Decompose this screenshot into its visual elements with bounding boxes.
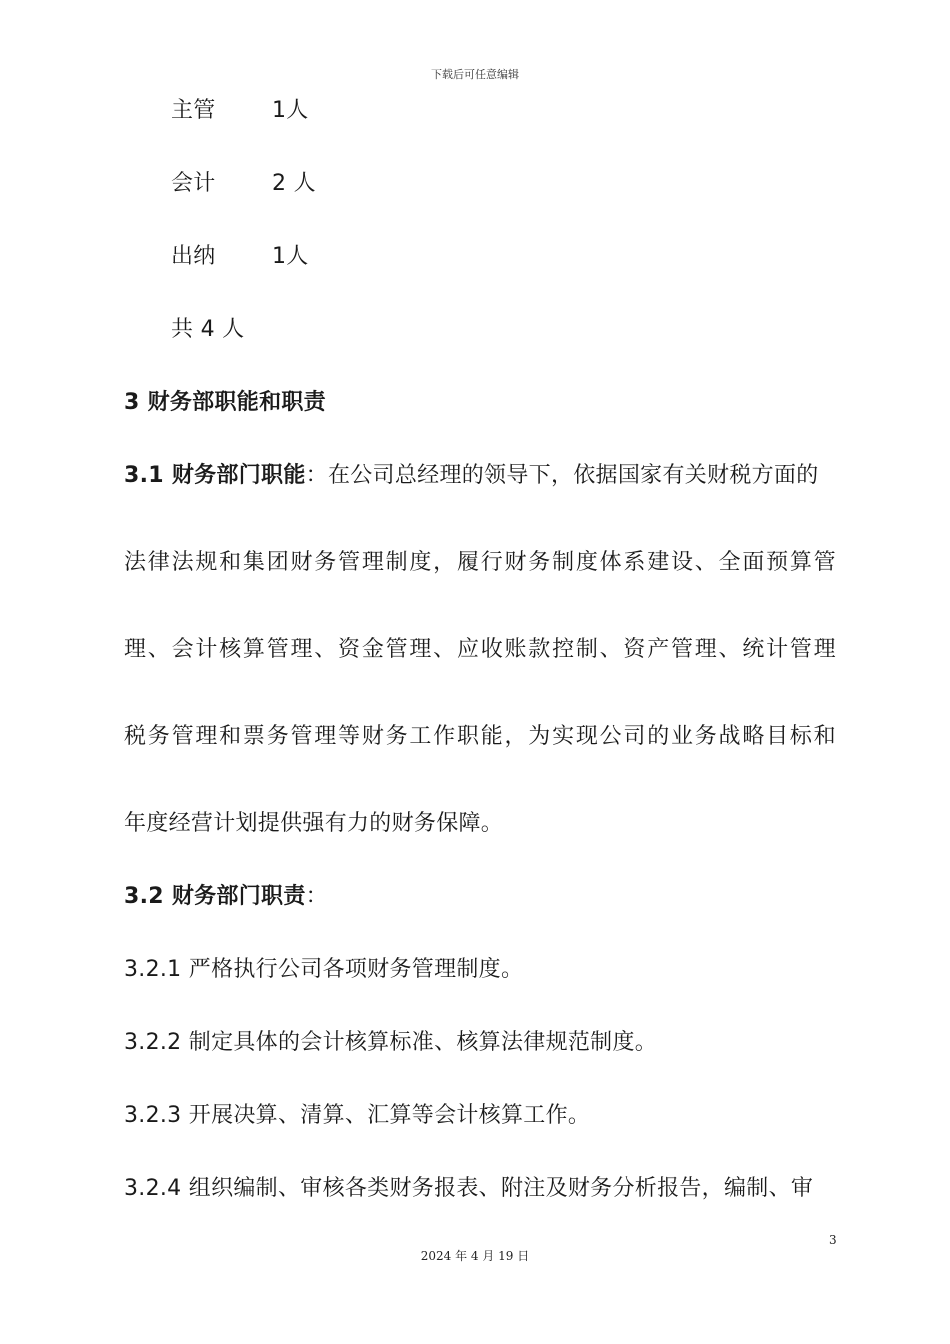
section-3-1-text-line-4: 税务管理和票务管理等财务工作职能，为实现公司的业务战略目标和: [124, 724, 836, 749]
section-3-1-text-line-5: 年度经营计划提供强有力的财务保障。: [124, 811, 504, 836]
section-3-1-text-line-3: 理、会计核算管理、资金管理、应收账款控制、资产管理、统计管理: [124, 637, 836, 662]
section-3-1-first-line: [124, 461, 836, 491]
staff-count-supervisor: 1人: [272, 98, 309, 123]
section-3-2-colon: ：: [305, 884, 328, 909]
duty-item-3-2-1: 3.2.1 严格执行公司各项财务管理制度。: [124, 957, 524, 982]
staff-count-cashier: 1人: [272, 244, 309, 269]
section-3-1-text-line-2: 法律法规和集团财务管理制度，履行财务制度体系建设、全面预算管: [124, 550, 836, 575]
section-3-1-text-line-1: 在公司总经理的领导下，依据国家有关财税方面的: [327, 463, 819, 488]
section-3-2-label: 3.2 财务部门职责: [124, 884, 306, 909]
section-3-1-colon: ：: [305, 463, 328, 488]
duty-item-3-2-2: 3.2.2 制定具体的会计核算标准、核算法律规范制度。: [124, 1030, 658, 1055]
staff-count-accountant: 2 人: [272, 171, 316, 196]
page-header-note: 下载后可任意编辑: [431, 68, 519, 81]
staff-total: 共 4 人: [171, 317, 245, 342]
page-number: 3: [829, 1233, 837, 1247]
section-3-heading: 3 财务部职能和职责: [124, 390, 326, 415]
section-3-1-label: 3.1 财务部门职能: [124, 463, 306, 488]
duty-item-3-2-3: 3.2.3 开展决算、清算、汇算等会计核算工作。: [124, 1103, 591, 1128]
staff-role-cashier: 出纳: [171, 244, 216, 269]
staff-role-accountant: 会计: [171, 171, 216, 196]
duty-item-3-2-4: 3.2.4 组织编制、审核各类财务报表、附注及财务分析报告，编制、审: [124, 1176, 814, 1201]
section-3-2-heading-line: [124, 882, 836, 912]
footer-date: 2024 年 4 月 19 日: [420, 1249, 530, 1263]
staff-role-supervisor: 主管: [171, 98, 216, 123]
